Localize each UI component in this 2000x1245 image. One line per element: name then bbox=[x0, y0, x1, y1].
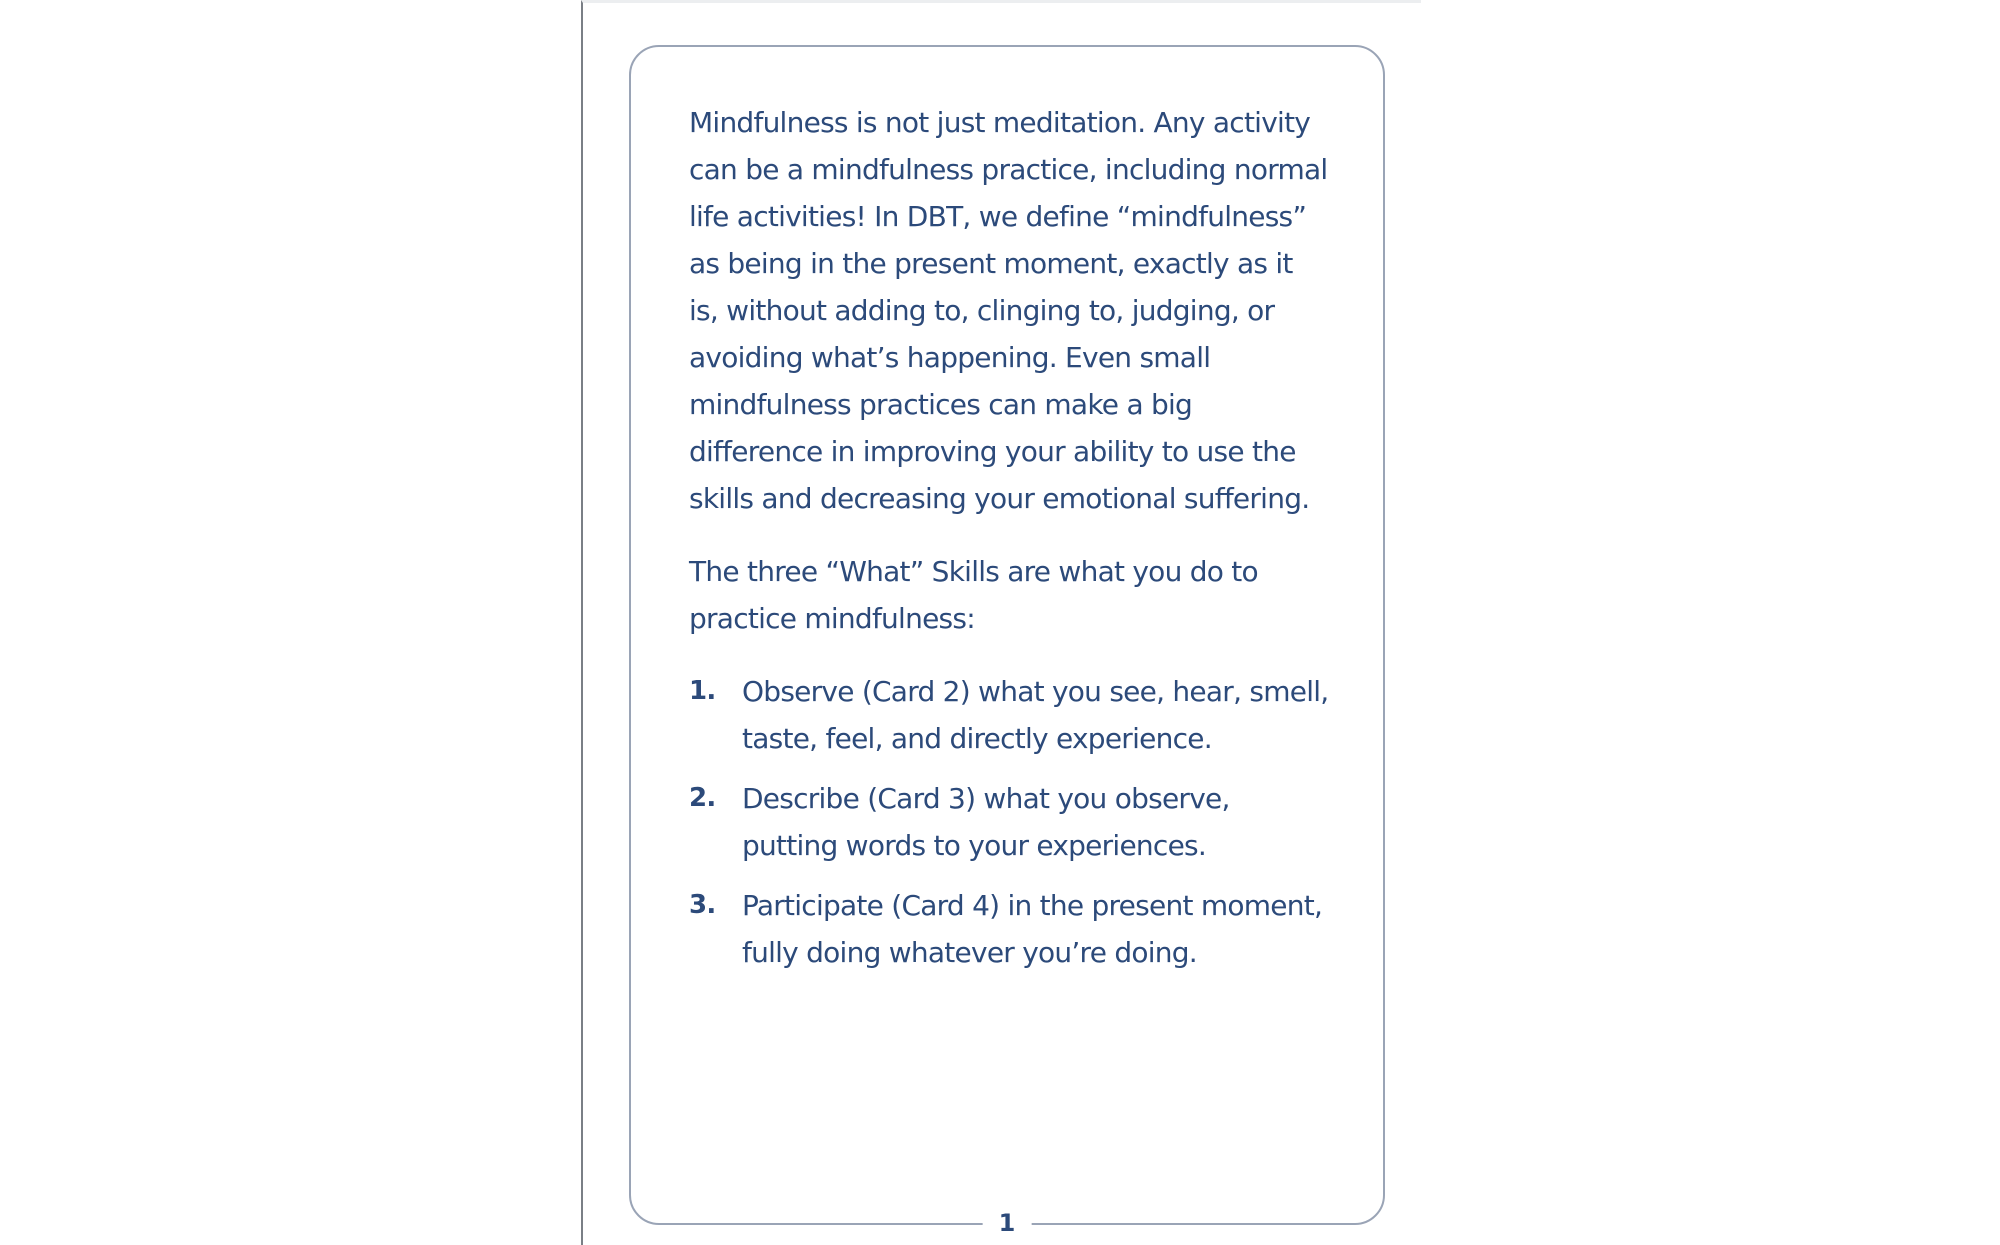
list-number: 2. bbox=[689, 783, 716, 813]
list-text: Participate (Card 4) in the present moment, fully doing whatever you’re doing. bbox=[742, 889, 1323, 969]
list-number: 1. bbox=[689, 676, 716, 706]
what-skills-paragraph: The three “What” Skills are what you do to practice mindfulness: bbox=[689, 555, 1258, 635]
page bbox=[581, 0, 1421, 1245]
page-number: 1 bbox=[983, 1209, 1032, 1237]
what-skills-list bbox=[689, 668, 1329, 976]
list-number: 3. bbox=[689, 890, 716, 920]
list-item bbox=[689, 882, 1329, 976]
list-item bbox=[689, 775, 1329, 869]
card-content bbox=[689, 99, 1329, 989]
list-text: Observe (Card 2) what you see, hear, smell, taste, feel, and directly experience. bbox=[742, 675, 1329, 755]
skill-card bbox=[629, 45, 1385, 1237]
list-item bbox=[689, 668, 1329, 762]
intro-paragraph: Mindfulness is not just meditation. Any activity can be a mindfulness practice, including normal life activities! In DBT, we define “mindfulness” as being in the present moment, exactly as it is, without adding to, clinging to, judging, or avoiding what’s happening. Even small mindfulness practices can make a big difference in improving your ability to use the skills and decreasing your emotional suffering. bbox=[689, 106, 1328, 515]
list-text: Describe (Card 3) what you observe, putting words to your experiences. bbox=[742, 782, 1230, 862]
